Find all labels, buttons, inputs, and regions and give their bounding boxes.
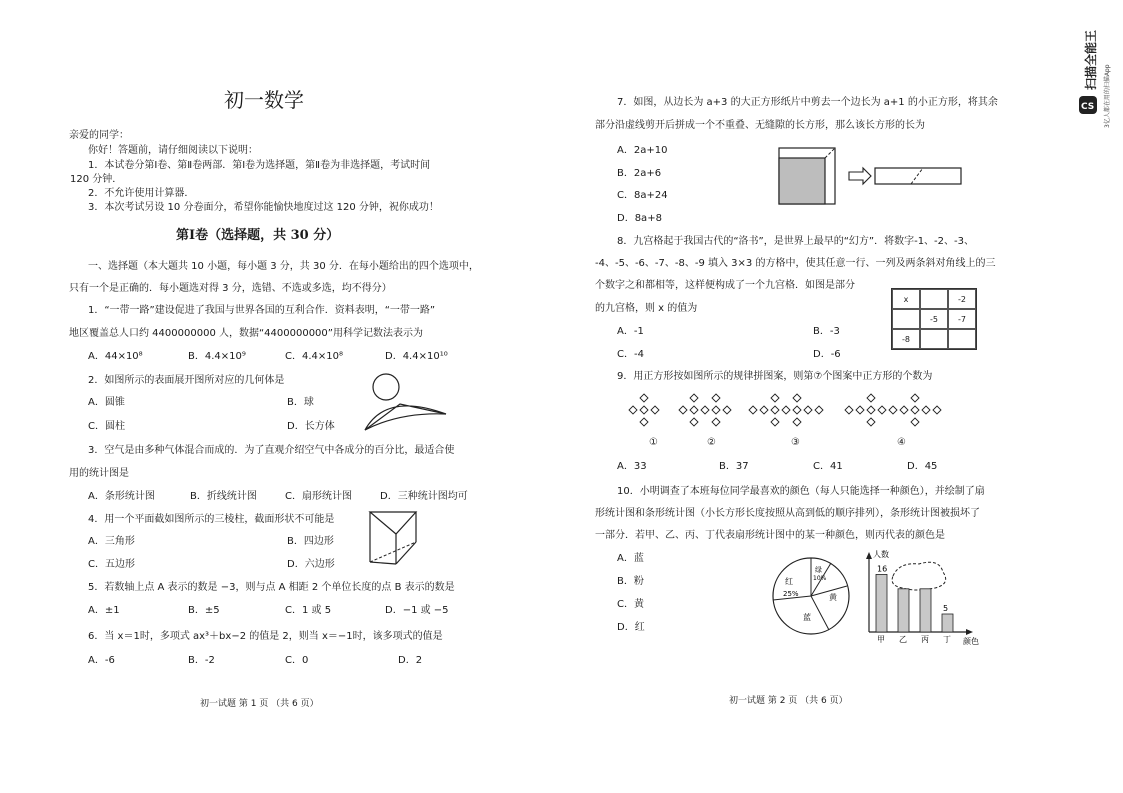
q8-line2: -4、-5、-6、-7、-8、-9 填入 3×3 的方格中，使其任意一行、一列及两条斜对角线上的三 (595, 258, 996, 269)
bar-category-label: 丙 (921, 635, 929, 644)
q10-line1: 10．小明调查了本班每位同学最喜欢的颜色（每人只能选择一种颜色），并绘制了扇 (617, 486, 985, 497)
note-1: 1．本试卷分第Ⅰ卷、第Ⅱ卷两部．第Ⅰ卷为选择题，第Ⅱ卷为非选择题，考试时间 (88, 160, 431, 171)
bar-category-label: 丁 (943, 635, 951, 644)
pattern-square (815, 406, 823, 414)
pattern-square (900, 406, 908, 414)
q6-stem: 6．当 x＝1时，多项式 ax³＋bx−2 的值是 2，则当 x＝−1时，该多项式的值是 (88, 631, 443, 642)
q9-opt-a[interactable]: A．33 (617, 461, 647, 472)
q9-opt-b[interactable]: B．37 (719, 461, 749, 472)
y-axis-arrow (866, 552, 872, 559)
q5-opt-d[interactable]: D．−1 或 −5 (385, 605, 449, 616)
q10-line2: 形统计图和条形统计图（小长方形长度按照从高到低的顺序排列），条形统计图被损坏了 (595, 508, 980, 519)
pattern-square (701, 406, 709, 414)
pattern-square (712, 418, 720, 426)
right-page (561, 0, 1123, 793)
pattern-square (712, 394, 720, 402)
pattern-square (793, 418, 801, 426)
pie-label-green: 绿 (815, 566, 822, 574)
pattern-square (760, 406, 768, 414)
q6-opt-c[interactable]: C．0 (285, 655, 309, 666)
q7-opt-a[interactable]: A．2a+10 (617, 145, 668, 156)
q9-label-2: ② (707, 437, 716, 448)
q8-opt-a[interactable]: A．-1 (617, 326, 644, 337)
grid-cell (920, 289, 948, 309)
q6-opt-d[interactable]: D．2 (398, 655, 423, 666)
pattern-square (911, 394, 919, 402)
q9-label-3: ③ (791, 437, 800, 448)
q7-opt-b[interactable]: B．2a+6 (617, 168, 662, 179)
q10-line3: 一部分．若甲、乙、丙、丁代表扇形统计图中的某一种颜色，则丙代表的颜色是 (595, 530, 945, 541)
grid-cell: -8 (892, 329, 920, 349)
cone-net-figure (360, 372, 452, 432)
q3-opt-c[interactable]: C．扇形统计图 (285, 491, 352, 502)
q3-line1: 3．空气是由多种气体混合而成的．为了直观介绍空气中各成分的百分比，最适合使 (88, 445, 455, 456)
q3-opt-d[interactable]: D．三种统计图均可 (380, 491, 468, 502)
grid-cell: -7 (948, 309, 976, 329)
pie-label-yellow: 黄 (829, 593, 837, 602)
q4-opt-d[interactable]: D．六边形 (287, 559, 335, 570)
note-2: 2．不允许使用计算器． (88, 188, 195, 199)
bar-2 (920, 589, 931, 632)
camscanner-watermark (1071, 10, 1121, 130)
pattern-square (749, 406, 757, 414)
q5-opt-a[interactable]: A．±1 (88, 605, 120, 616)
q1-line2: 地区覆盖总人口约 4400000000 人，数据“4400000000”用科学记数法表示为 (69, 328, 423, 339)
q8-opt-d[interactable]: D．-6 (813, 349, 841, 360)
pattern-square (771, 418, 779, 426)
q2-opt-b[interactable]: B．球 (287, 397, 314, 408)
pattern-square (911, 406, 919, 414)
pattern-square (771, 394, 779, 402)
q8-line3: 个数字之和都相等，这样便构成了一个九宫格．如图是部分 (595, 280, 855, 291)
greeting: 亲爱的同学： (69, 130, 129, 141)
left-page (0, 0, 561, 793)
magic-square-grid (891, 288, 977, 350)
pattern-square (640, 394, 648, 402)
q4-opt-a[interactable]: A．三角形 (88, 536, 135, 547)
q7-line2: 部分沿虚线剪开后拼成一个不重叠、无缝隙的长方形，那么该长方形的长为 (595, 120, 925, 131)
square-cut-figure (777, 146, 967, 208)
part-intro-2: 只有一个是正确的．每小题选对得 3 分，选错、不选或多选，均不得分） (69, 283, 392, 294)
q3-opt-b[interactable]: B．折线统计图 (190, 491, 257, 502)
q8-line4: 的九宫格，则 x 的值为 (595, 303, 698, 314)
q7-line1: 7．如图，从边长为 a+3 的大正方形纸片中剪去一个边长为 a+1 的小正方形，将其余 (617, 97, 998, 108)
q2-opt-d[interactable]: D．长方体 (287, 421, 335, 432)
q6-opt-b[interactable]: B．-2 (188, 655, 215, 666)
pattern-square (771, 406, 779, 414)
q9-label-4: ④ (897, 437, 906, 448)
q2-stem: 2．如图所示的表面展开图所对应的几何体是 (88, 375, 285, 386)
q3-opt-a[interactable]: A．条形统计图 (88, 491, 155, 502)
pie-label-green-pct: 10% (813, 575, 827, 582)
bar-1 (898, 589, 909, 632)
stamp-slogan: 3亿人都在用的扫描App (1104, 64, 1111, 128)
q5-opt-b[interactable]: B．±5 (188, 605, 220, 616)
q1-opt-c[interactable]: C．4.4×10⁸ (285, 351, 343, 362)
pattern-square (651, 406, 659, 414)
q3-line2: 用的统计图是 (69, 468, 129, 479)
bar-category-label: 甲 (877, 635, 885, 644)
q8-opt-c[interactable]: C．-4 (617, 349, 644, 360)
q9-opt-c[interactable]: C．41 (813, 461, 843, 472)
square-pattern-figure (627, 392, 957, 438)
stamp-brand: 扫描全能王 (1084, 29, 1098, 90)
grid-cell (948, 329, 976, 349)
q6-opt-a[interactable]: A．-6 (88, 655, 115, 666)
grid-cell: -2 (948, 289, 976, 309)
pattern-square (804, 406, 812, 414)
page-footer-left: 初一试题 第 1 页 （共 6 页） (200, 699, 319, 709)
pattern-square (867, 418, 875, 426)
pie-label-blue: 蓝 (803, 613, 811, 622)
pattern-square (889, 406, 897, 414)
section-title: 第Ⅰ卷（选择题，共 30 分） (176, 228, 340, 243)
bar-3 (942, 614, 953, 632)
pattern-square (878, 406, 886, 414)
pattern-square (629, 406, 637, 414)
pattern-square (845, 406, 853, 414)
pattern-square (867, 394, 875, 402)
pattern-square (856, 406, 864, 414)
q10-opt-b[interactable]: B．粉 (617, 576, 644, 587)
pattern-square (712, 406, 720, 414)
bar-chart (859, 548, 987, 646)
q4-stem: 4．用一个平面截如图所示的三棱柱，截面形状不可能是 (88, 514, 335, 525)
q5-opt-c[interactable]: C．1 或 5 (285, 605, 332, 616)
pattern-square (723, 406, 731, 414)
torn-area (892, 562, 946, 590)
pattern-square (690, 406, 698, 414)
q1-opt-a[interactable]: A．44×10⁸ (88, 351, 143, 362)
q7-opt-c[interactable]: C．8a+24 (617, 190, 668, 201)
x-axis-arrow (966, 629, 973, 635)
note-3: 3．本次考试另设 10 分卷面分，希望你能愉快地度过这 120 分钟，祝你成功！ (88, 202, 439, 213)
bar-xlabel: 颜色 (963, 637, 979, 646)
pattern-square (640, 406, 648, 414)
grid-cell (892, 309, 920, 329)
bar-value-label: 16 (877, 564, 888, 574)
q9-label-1: ① (649, 437, 658, 448)
page-footer-right: 初一试题 第 2 页 （共 6 页） (729, 696, 848, 706)
pie-label-red-pct: 25% (783, 590, 799, 598)
q1-opt-d[interactable]: D．4.4×10¹⁰ (385, 351, 448, 362)
bar-ylabel: 人数 (873, 550, 889, 559)
pattern-square (867, 406, 875, 414)
part-intro-1: 一、选择题（本大题共 10 小题，每小题 3 分，共 30 分．在每小题给出的四个选项中， (88, 261, 479, 272)
note-1b: 120 分钟． (70, 174, 123, 185)
bar-value-label: 5 (943, 604, 949, 613)
q9-stem: 9．用正方形按如图所示的规律拼图案，则第⑦个图案中正方形的个数为 (617, 371, 933, 382)
q10-opt-d[interactable]: D．红 (617, 622, 645, 633)
pattern-square (793, 406, 801, 414)
q8-line1: 8．九宫格起于我国古代的“洛书”，是世界上最早的“幻方”．将数字-1、-2、-3、 (617, 236, 974, 247)
page-title: 初一数学 (224, 88, 304, 112)
intro: 你好！答题前，请仔细阅读以下说明： (88, 145, 258, 156)
q2-opt-a[interactable]: A．圆锥 (88, 397, 125, 408)
q1-opt-b[interactable]: B．4.4×10⁹ (188, 351, 246, 362)
q5-stem: 5．若数轴上点 A 表示的数是 −3，则与点 A 相距 2 个单位长度的点 B 表示的数是 (88, 582, 455, 593)
q2-opt-c[interactable]: C．圆柱 (88, 421, 125, 432)
pie-label-red: 红 (785, 577, 793, 586)
stamp-logo: CS (1081, 102, 1095, 112)
grid-cell: -5 (920, 309, 948, 329)
bar-category-label: 乙 (899, 635, 907, 644)
pattern-square (911, 418, 919, 426)
pattern-square (793, 394, 801, 402)
q9-opt-d[interactable]: D．45 (907, 461, 938, 472)
pattern-square (679, 406, 687, 414)
pattern-square (933, 406, 941, 414)
pattern-square (782, 406, 790, 414)
q10-opt-a[interactable]: A．蓝 (617, 553, 644, 564)
pie-chart (769, 556, 855, 636)
pattern-square (690, 418, 698, 426)
grid-cell: x (892, 289, 920, 309)
prism-figure (366, 508, 446, 570)
pattern-square (640, 418, 648, 426)
q10-opt-c[interactable]: C．黄 (617, 599, 644, 610)
bar-0 (876, 574, 887, 632)
grid-cell (920, 329, 948, 349)
q7-opt-d[interactable]: D．8a+8 (617, 213, 662, 224)
pattern-square (922, 406, 930, 414)
q4-opt-b[interactable]: B．四边形 (287, 536, 334, 547)
q4-opt-c[interactable]: C．五边形 (88, 559, 135, 570)
pattern-square (690, 394, 698, 402)
q1-line1: 1．“一带一路”建设促进了我国与世界各国的互利合作．资料表明，“一带一路” (88, 305, 436, 316)
q8-opt-b[interactable]: B．-3 (813, 326, 840, 337)
